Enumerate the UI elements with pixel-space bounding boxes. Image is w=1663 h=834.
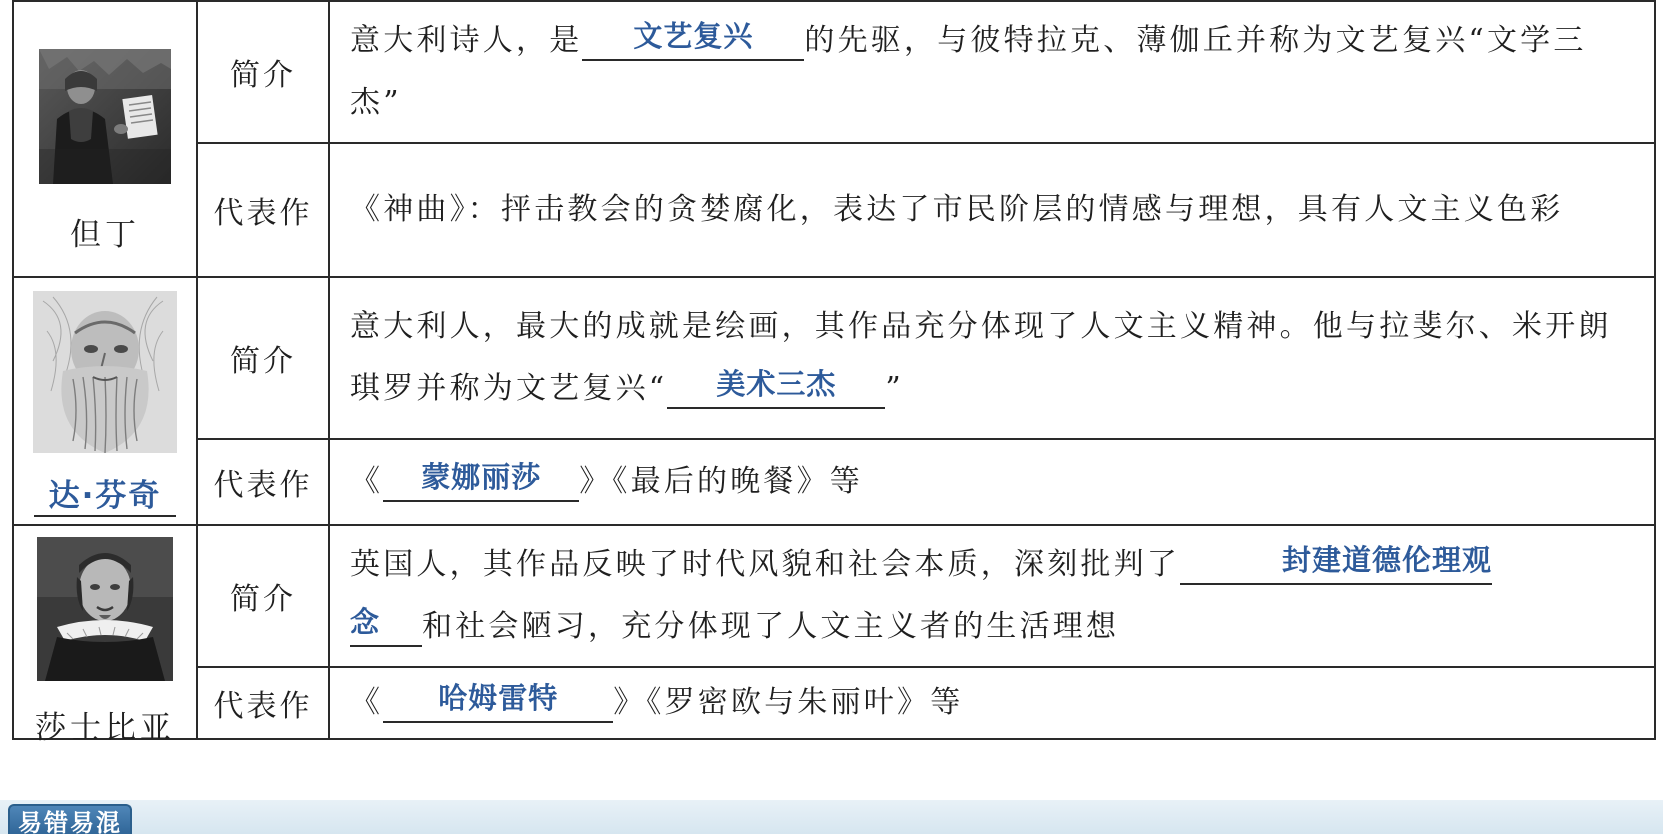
person-cell-davinci [13, 277, 197, 525]
table-row [13, 1, 1655, 143]
table-row [13, 439, 1655, 525]
works-dante [329, 143, 1655, 277]
works-text-after: 》《最后的晚餐》等 [579, 464, 864, 499]
table-row [13, 525, 1655, 667]
label-works-davinci: 代表作 [197, 439, 329, 525]
table-row [13, 277, 1655, 439]
label-intro-shakespeare: 简介 [197, 525, 329, 667]
answer-renaissance: 文艺复兴 [633, 19, 754, 53]
table-row [13, 667, 1655, 739]
answer-feudal-line1: 封建道德伦理观 [1281, 543, 1492, 577]
table-row [13, 143, 1655, 277]
label-intro-davinci: 简介 [197, 277, 329, 439]
answer-blank-hamlet [383, 676, 613, 723]
answer-blank-art-three [667, 362, 885, 409]
intro-text-after: ” [885, 371, 904, 406]
label-works-dante: 代表作 [197, 143, 329, 277]
works-open-bracket: 《 [350, 464, 384, 499]
answer-mona-lisa: 蒙娜丽莎 [421, 460, 542, 494]
intro-text-before: 意大利诗人，是 [350, 23, 583, 58]
intro-text-after: 的先驱，与彼特拉克、薄伽丘并称为文艺复兴“文学三杰” [350, 23, 1587, 120]
answer-blank-mona-lisa [383, 455, 579, 502]
answer-art-three: 美术三杰 [716, 367, 837, 401]
answer-blank-renaissance [582, 14, 804, 61]
footer-bar [0, 800, 1663, 834]
works-text: 《神曲》：抨击教会的贪婪腐化，表达了市民阶层的情感与理想，具有人文主义色彩 [350, 192, 1564, 227]
person-cell-dante [13, 1, 197, 277]
shakespeare-portrait [37, 537, 173, 681]
label-works-shakespeare: 代表作 [197, 667, 329, 739]
person-name-shakespeare: 莎士比亚 [35, 710, 175, 746]
dante-portrait [39, 49, 171, 184]
label-intro-dante: 简介 [197, 1, 329, 143]
intro-davinci [329, 277, 1655, 439]
answer-hamlet: 哈姆雷特 [438, 681, 559, 715]
works-text-after: 》《罗密欧与朱丽叶》等 [613, 685, 964, 720]
person-cell-shakespeare [13, 525, 197, 746]
intro-dante [329, 1, 1655, 143]
person-name-dante: 但丁 [70, 217, 140, 253]
works-davinci [329, 439, 1655, 525]
intro-text-after: 和社会陋习，充分体现了人文主义者的生活理想 [422, 609, 1120, 644]
works-open-bracket: 《 [350, 685, 384, 720]
answer-blank-feudal-line2 [350, 600, 422, 647]
answer-feudal-line2: 念 [350, 605, 381, 639]
person-name-davinci: 达·芬奇 [48, 478, 162, 514]
answer-blank-feudal-line1 [1180, 538, 1492, 585]
intro-shakespeare [329, 525, 1655, 667]
section-badge: 易错易混 [8, 804, 132, 834]
knowledge-table [12, 0, 1656, 746]
works-shakespeare [329, 667, 1655, 739]
intro-text-before: 意大利人，最大的成就是绘画，其作品充分体现了人文主义精神。他与拉斐尔、米开朗琪罗并称为文艺复兴“ [350, 309, 1612, 406]
name-blank-underline [34, 515, 176, 517]
intro-text-before: 英国人，其作品反映了时代风貌和社会本质，深刻批判了 [350, 547, 1180, 582]
davinci-portrait [33, 291, 177, 453]
